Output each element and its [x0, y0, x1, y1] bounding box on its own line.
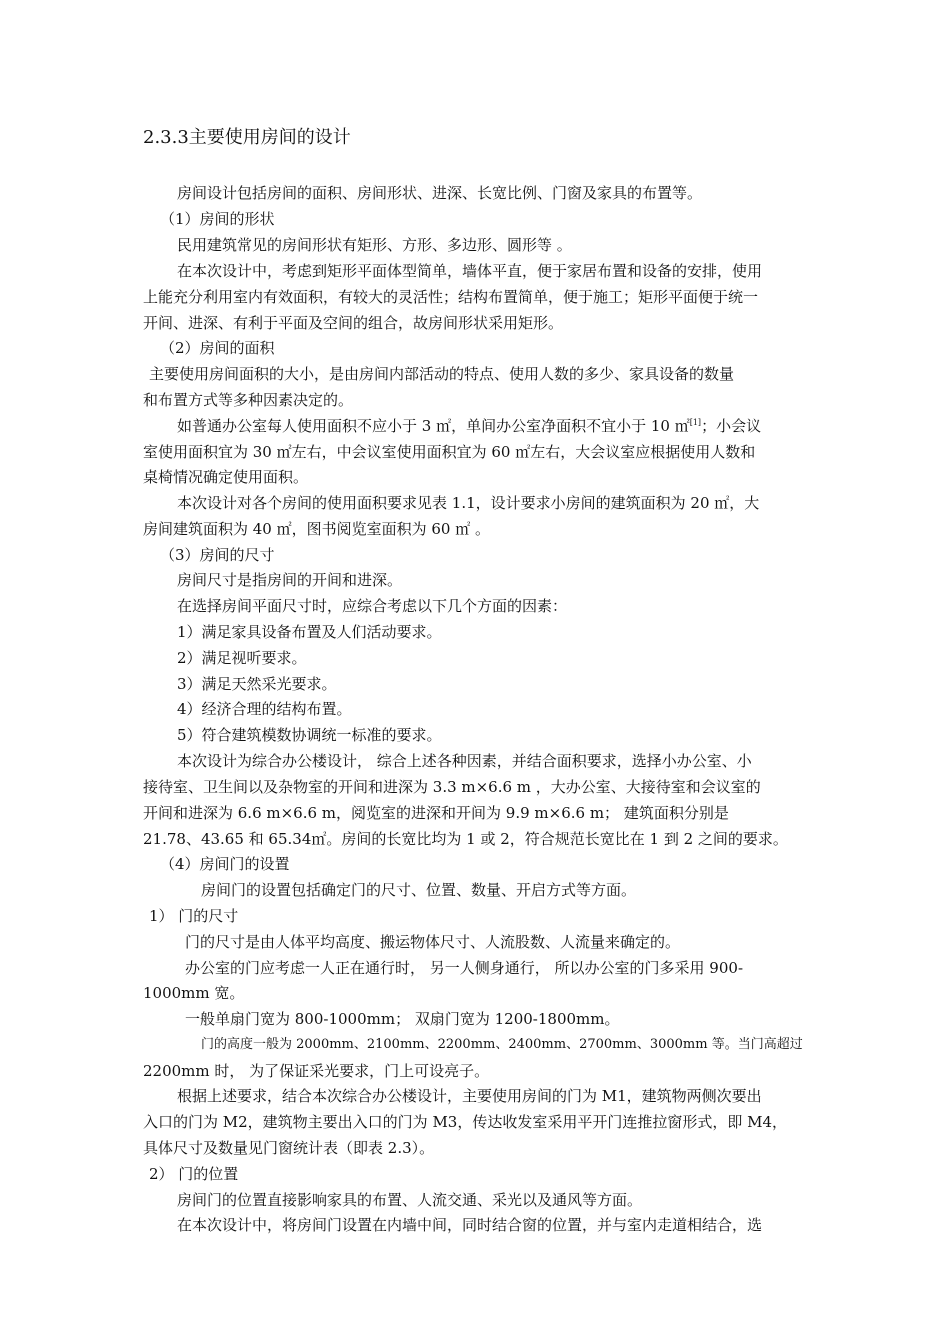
paragraph-line: 入口的门为 M2，建筑物主要出入口的门为 M3，传达收发室采用平开门连推拉窗形式，即 M4， [143, 1113, 788, 1131]
paragraph-line: 房间尺寸是指房间的开间和进深。 [177, 571, 403, 589]
paragraph-line [177, 416, 761, 436]
paragraph-line: 房间门的设置包括确定门的尺寸、位置、数量、开启方式等方面。 [201, 881, 637, 899]
paragraph-line: 和布置方式等多种因素决定的。 [143, 391, 354, 409]
paragraph-line: 一般单扇门宽为 800-1000mm； 双扇门宽为 1200-1800mm。 [185, 1010, 620, 1028]
subheading: （1）房间的形状 [160, 210, 275, 228]
list-item: 3）满足天然采光要求。 [177, 675, 337, 693]
paragraph-line: 办公室的门应考虑一人正在通行时， 另一人侧身通行， 所以办公室的门多采用 900- [185, 959, 744, 977]
paragraph-text: 如普通办公室每人使用面积不应小于 3 ㎡，单间办公室净面积不宜小于 10 ㎡ [177, 417, 690, 435]
paragraph-line: 房间门的位置直接影响家具的布置、人流交通、采光以及通风等方面。 [177, 1191, 643, 1209]
paragraph-line: 主要使用房间面积的大小，是由房间内部活动的特点、使用人数的多少、家具设备的数量 [149, 365, 735, 383]
paragraph-line: 在本次设计中，将房间门设置在内墙中间，同时结合窗的位置，并与室内走道相结合，选 [177, 1216, 763, 1234]
paragraph-line: 开间和进深为 6.6 m×6.6 m，阅览室的进深和开间为 9.9 m×6.6 m； 建筑面积分别是 [143, 804, 729, 822]
list-item: 4）经济合理的结构布置。 [177, 700, 352, 718]
paragraph-line: 本次设计为综合办公楼设计， 综合上述各种因素，并结合面积要求，选择小办公室、小 [177, 752, 752, 770]
list-item: 5）符合建筑模数协调统一标准的要求。 [177, 726, 442, 744]
subheading: （4）房间门的设置 [160, 855, 290, 873]
paragraph-text: ；小会议 [701, 417, 762, 435]
paragraph-line: 房间建筑面积为 40 ㎡，图书阅览室面积为 60 ㎡ 。 [143, 520, 491, 538]
paragraph-line: 门的高度一般为 2000mm、2100mm、2200mm、2400mm、2700mm、3000mm 等。当门高超过 [201, 1037, 803, 1052]
paragraph-line: 在选择房间平面尺寸时，应综合考虑以下几个方面的因素： [177, 597, 568, 615]
paragraph-line: 桌椅情况确定使用面积。 [143, 468, 309, 486]
paragraph-line: 房间设计包括房间的面积、房间形状、进深、长宽比例、门窗及家具的布置等。 [177, 184, 703, 202]
list-item: 1）满足家具设备布置及人们活动要求。 [177, 623, 442, 641]
subheading: 2） 门的位置 [149, 1165, 239, 1183]
paragraph-line: 根据上述要求，结合本次综合办公楼设计，主要使用房间的门为 M1，建筑物两侧次要出 [177, 1087, 762, 1105]
paragraph-line: 民用建筑常见的房间形状有矩形、方形、多边形、圆形等 。 [177, 236, 572, 254]
paragraph-line: 21.78、43.65 和 65.34㎡。房间的长宽比均为 1 或 2，符合规范长宽比在 1 到 2 之间的要求。 [143, 830, 788, 848]
section-title: 2.3.3主要使用房间的设计 [143, 127, 351, 148]
paragraph-line: 上能充分利用室内有效面积，有较大的灵活性；结构布置简单，便于施工；矩形平面便于统一 [143, 288, 759, 306]
paragraph-line: 在本次设计中，考虑到矩形平面体型简单，墙体平直，便于家居布置和设备的安排，使用 [177, 262, 763, 280]
subheading: （3）房间的尺寸 [160, 546, 275, 564]
list-item: 2）满足视听要求。 [177, 649, 307, 667]
paragraph-line: 2200mm 时， 为了保证采光要求，门上可设亮子。 [143, 1062, 490, 1080]
paragraph-line: 开间、进深、有利于平面及空间的组合，故房间形状采用矩形。 [143, 314, 564, 332]
citation-marker: [1] [689, 418, 702, 427]
paragraph-line: 具体尺寸及数量见门窗统计表（即表 2.3）。 [143, 1139, 435, 1157]
subheading: 1） 门的尺寸 [149, 907, 239, 925]
subheading: （2）房间的面积 [160, 339, 275, 357]
paragraph-line: 接待室、卫生间以及杂物室的开间和进深为 3.3 m×6.6 m ，大办公室、大接待室和会议室的 [143, 778, 761, 796]
paragraph-line: 本次设计对各个房间的使用面积要求见表 1.1，设计要求小房间的建筑面积为 20 ㎡，大 [177, 494, 760, 512]
paragraph-line: 门的尺寸是由人体平均高度、搬运物体尺寸、人流股数、人流量来确定的。 [185, 933, 681, 951]
paragraph-line: 室使用面积宜为 30 ㎡左右，中会议室使用面积宜为 60 ㎡左右，大会议室应根据使用人数和 [143, 443, 756, 461]
paragraph-line: 1000mm 宽。 [143, 984, 245, 1002]
